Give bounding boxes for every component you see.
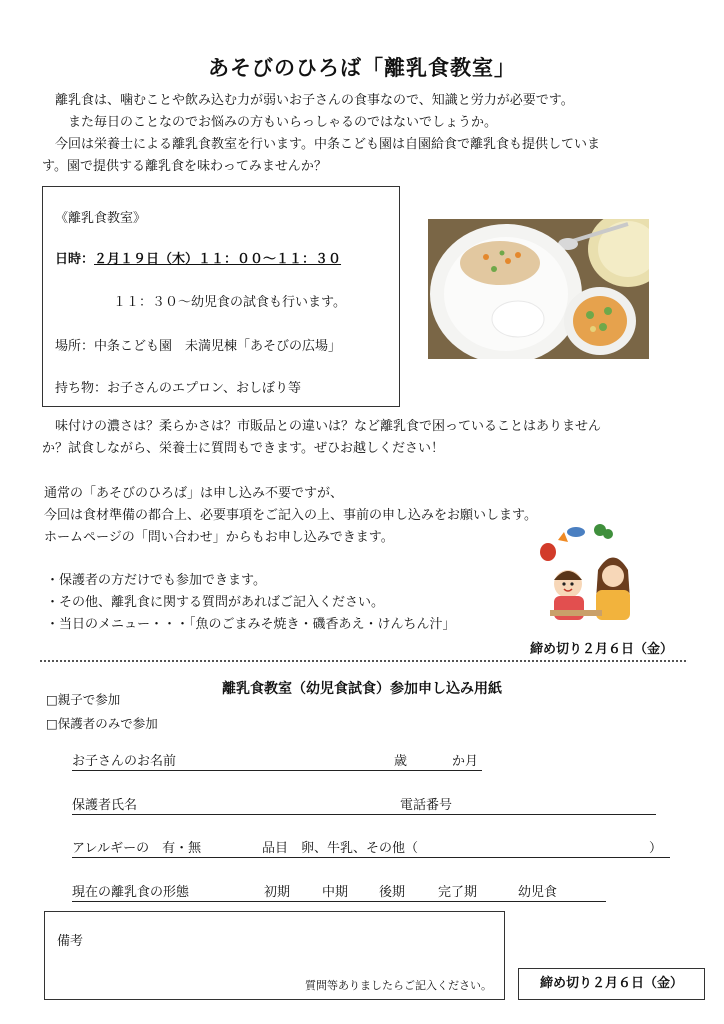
food-stage-field[interactable]	[72, 881, 606, 902]
age-months-label: か月	[452, 754, 479, 769]
event-info-box	[42, 186, 400, 407]
bullet-list	[46, 570, 456, 636]
page-title: あそびのひろば「離乳食教室」	[208, 56, 516, 80]
baby-food-photo	[428, 219, 649, 359]
allergy-close-paren: ）	[648, 841, 662, 856]
memo-hint: 質問等ありましたらご記入ください。	[305, 979, 492, 992]
guardian-phone-field[interactable]	[72, 794, 656, 815]
memo-label: 備考	[57, 934, 84, 949]
info-date	[55, 248, 341, 267]
deadline-box: 締め切り２月６日（金）	[518, 968, 705, 1000]
age-years-label: 歳	[394, 754, 408, 769]
mother-feeding-child-illustration	[528, 522, 636, 624]
intro-line-1: 離乳食は、噛むことや飲み込む力が弱いお子さんの食事なので、知識と労力が必要です。	[42, 93, 574, 108]
child-name-field[interactable]	[72, 750, 482, 771]
stage-option[interactable]: 初期	[264, 885, 291, 900]
info-place: 場所：中条こども園 未満児棟「あそびの広場」	[55, 339, 342, 354]
allergy-items-label: 品目 卵、牛乳、その他（	[262, 841, 419, 856]
info-heading: 《離乳食教室》	[55, 211, 147, 226]
food-stage-label: 現在の離乳食の形態	[72, 885, 190, 900]
allergy-label: アレルギーの 有・無	[72, 841, 202, 856]
intro-line-2: また毎日のことなのでお悩みの方もいらっしゃるのではないでしょうか。	[42, 115, 498, 130]
child-name-label: お子さんのお名前	[72, 754, 177, 769]
info-extra: １１：３０～幼児食の試食も行います。	[113, 295, 346, 310]
bullet-item: ・保護者の方だけでも参加できます。	[46, 573, 266, 588]
info-date-label: 日時：	[55, 252, 95, 267]
info-items: 持ち物：お子さんのエプロン、おしぼり等	[55, 381, 301, 396]
option-parent-child-checkbox[interactable]: □親子で参加	[46, 692, 121, 707]
bullet-item: ・その他、離乳食に関する質問があればご記入ください。	[46, 595, 385, 610]
notice-line-2: 今回は食材準備の都合上、必要事項をご記入の上、事前の申し込みをお願いします。	[44, 508, 537, 523]
stage-option[interactable]: 完了期	[438, 885, 478, 900]
question-paragraph	[42, 416, 687, 460]
question-line-1: 味付けの濃さは？柔らかさは？市販品との違いは？など離乳食で困っていることはありません	[42, 419, 602, 434]
intro-line-4: す。園で提供する離乳食を味わってみませんか？	[42, 159, 327, 174]
stage-option[interactable]: 後期	[379, 885, 406, 900]
bullet-item: ・当日のメニュー・・・「魚のごまみそ焼き・磯香あえ・けんちん汁」	[46, 617, 456, 632]
intro-paragraph	[42, 90, 687, 178]
stage-option[interactable]: 幼児食	[518, 885, 558, 900]
phone-label: 電話番号	[400, 798, 453, 813]
notice-line-3: ホームページの「問い合わせ」からもお申し込みできます。	[44, 530, 394, 545]
info-date-value: ２月１９日（木）１１：００～１１：３０	[94, 252, 342, 267]
option-guardian-only-checkbox[interactable]: □保護者のみで参加	[46, 716, 158, 731]
form-title: 離乳食教室（幼児食試食）参加申し込み用紙	[222, 681, 502, 697]
cut-line-divider	[40, 660, 686, 662]
allergy-field[interactable]	[72, 837, 670, 858]
deadline-text: 締め切り２月６日（金）	[530, 642, 674, 657]
intro-line-3: 今回は栄養士による離乳食教室を行います。中条こども園は自園給食で離乳食も提供していま	[42, 137, 600, 152]
notice-line-1: 通常の「あそびのひろば」は申し込み不要ですが、	[44, 486, 344, 501]
guardian-name-label: 保護者氏名	[72, 798, 138, 813]
stage-option[interactable]: 中期	[322, 885, 349, 900]
memo-box[interactable]	[44, 911, 505, 1000]
question-line-2: か？試食しながら、栄養士に質問もできます。ぜひお越しください！	[42, 441, 444, 456]
